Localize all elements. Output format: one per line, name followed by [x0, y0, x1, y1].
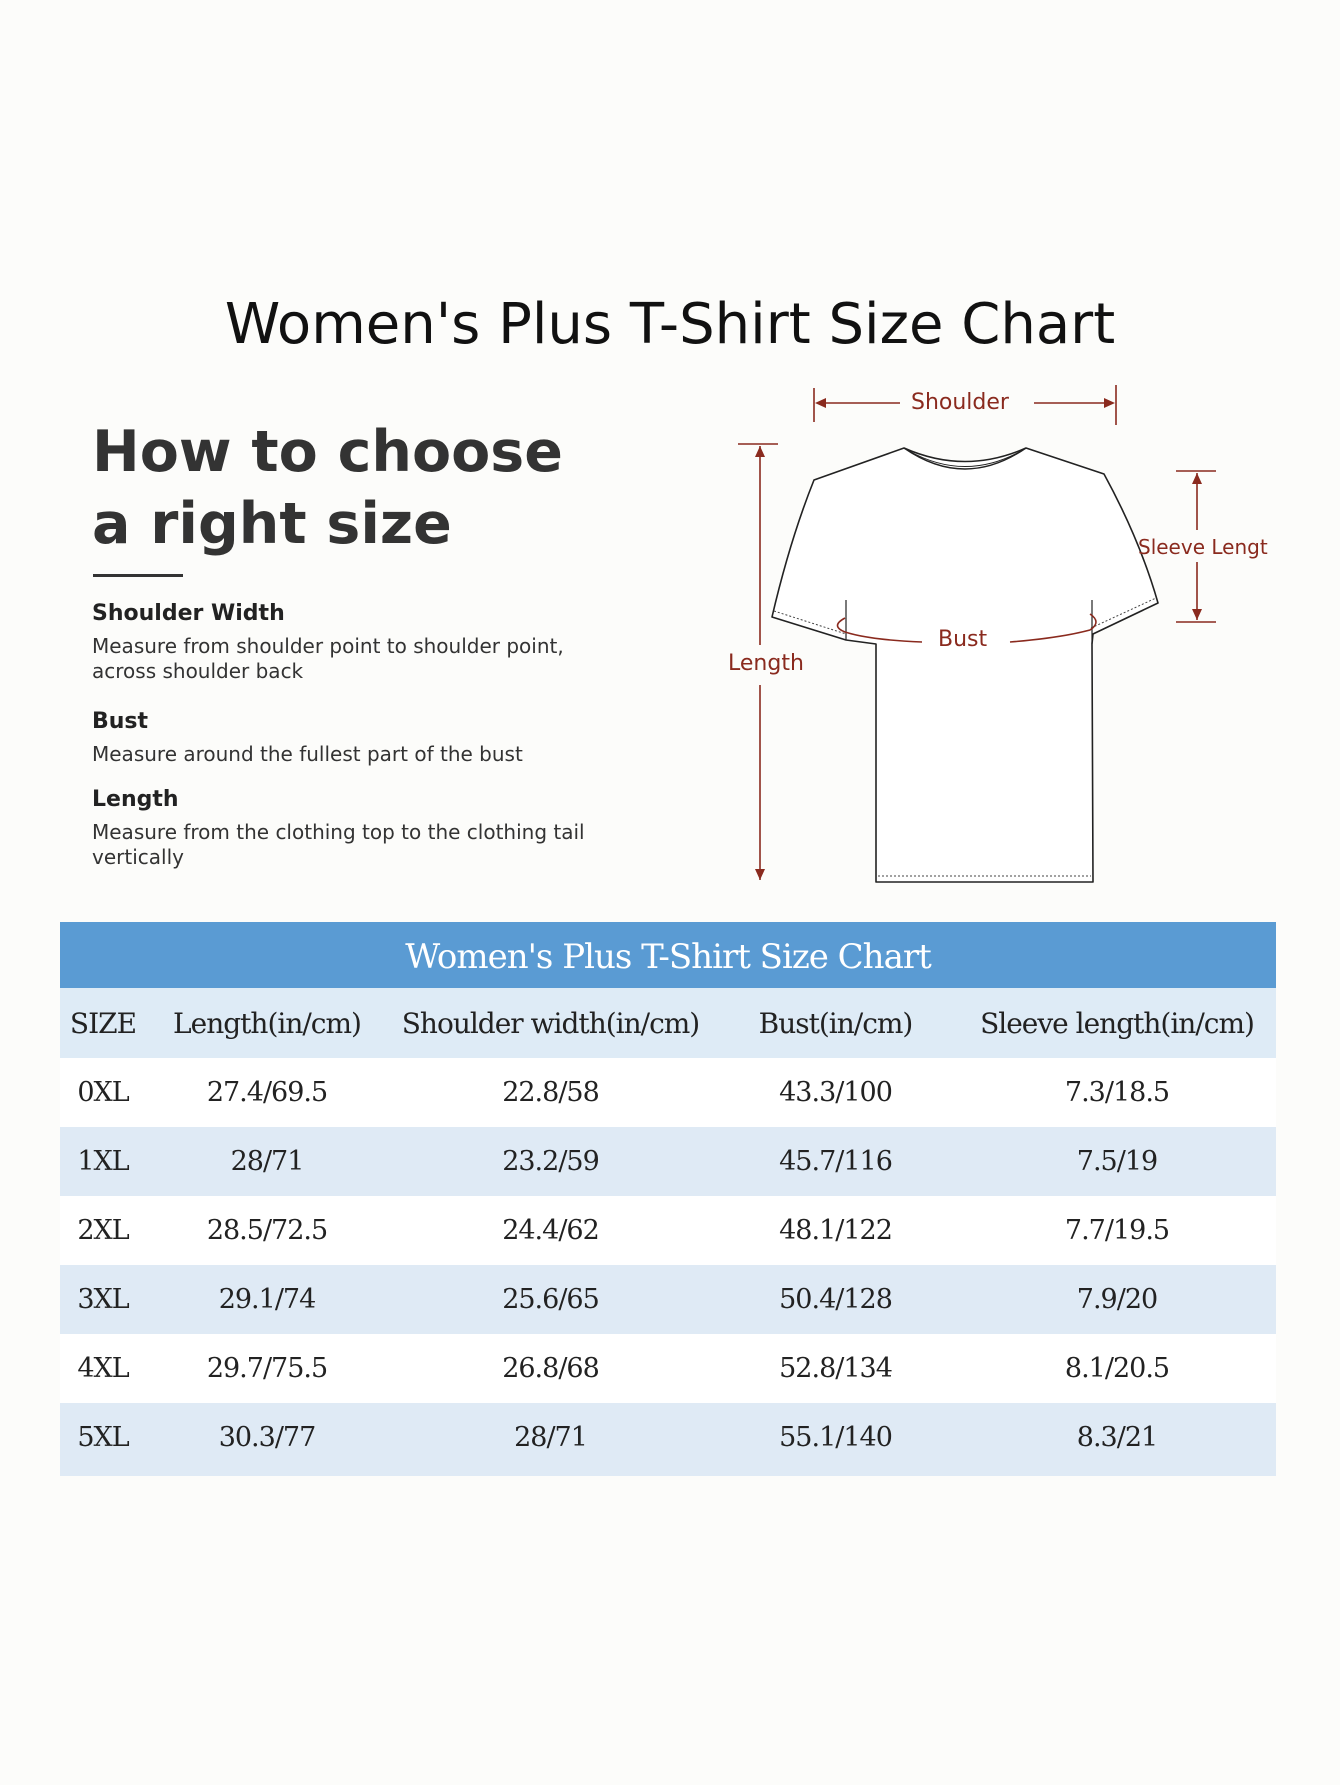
guide-item-title: Length — [92, 787, 179, 812]
column-header-bust: Bust(in/cm) — [713, 988, 958, 1058]
cell-sleeve: 7.3/18.5 — [958, 1058, 1276, 1127]
cell-size: 0XL — [60, 1058, 146, 1127]
cell-sleeve: 8.3/21 — [958, 1403, 1276, 1472]
guide-item-desc-line-2: across shoulder back — [92, 659, 304, 683]
guide-item-desc-line-2: vertically — [92, 845, 184, 869]
cell-sleeve: 7.9/20 — [958, 1265, 1276, 1334]
cell-length: 27.4/69.5 — [146, 1058, 388, 1127]
cell-sleeve: 7.7/19.5 — [958, 1196, 1276, 1265]
table-title: Women's Plus T-Shirt Size Chart — [60, 922, 1276, 988]
cell-bust: 50.4/128 — [713, 1265, 958, 1334]
guide-item-desc-line-1: Measure around the fullest part of the bust — [92, 742, 523, 766]
sleeve-length-label: Sleeve Lengt — [1138, 535, 1268, 559]
cell-length: 29.1/74 — [146, 1265, 388, 1334]
cell-shoulder: 23.2/59 — [388, 1127, 713, 1196]
cell-size: 2XL — [60, 1196, 146, 1265]
cell-length: 30.3/77 — [146, 1403, 388, 1472]
guide-item-title: Bust — [92, 709, 149, 734]
cell-shoulder: 28/71 — [388, 1403, 713, 1472]
cell-shoulder: 24.4/62 — [388, 1196, 713, 1265]
cell-sleeve: 8.1/20.5 — [958, 1334, 1276, 1403]
length-label: Length — [724, 651, 808, 676]
page-title: Women's Plus T-Shirt Size Chart — [224, 292, 1116, 357]
table-row — [60, 1196, 1276, 1265]
column-header-sleeve: Sleeve length(in/cm) — [958, 988, 1276, 1058]
cell-shoulder: 22.8/58 — [388, 1058, 713, 1127]
table-bottom-edge — [60, 1472, 1276, 1476]
guide-heading-line-1: How to choose — [92, 419, 563, 485]
table-row — [60, 1334, 1276, 1403]
bust-label: Bust — [938, 627, 988, 652]
size-table — [60, 988, 1276, 1472]
table-row — [60, 1127, 1276, 1196]
cell-length: 29.7/75.5 — [146, 1334, 388, 1403]
guide-item-desc-line-1: Measure from the clothing top to the clothing tail — [92, 820, 585, 844]
cell-shoulder: 25.6/65 — [388, 1265, 713, 1334]
cell-length: 28/71 — [146, 1127, 388, 1196]
cell-bust: 55.1/140 — [713, 1403, 958, 1472]
table-row — [60, 1265, 1276, 1334]
column-header-shoulder: Shoulder width(in/cm) — [388, 988, 713, 1058]
cell-bust: 45.7/116 — [713, 1127, 958, 1196]
shoulder-label: Shoulder — [907, 390, 1013, 415]
guide-item-desc-line-1: Measure from shoulder point to shoulder point, — [92, 634, 564, 658]
cell-sleeve: 7.5/19 — [958, 1127, 1276, 1196]
cell-bust: 43.3/100 — [713, 1058, 958, 1127]
cell-bust: 48.1/122 — [713, 1196, 958, 1265]
table-row — [60, 1058, 1276, 1127]
table-header-row — [60, 988, 1276, 1058]
guide-heading-line-2: a right size — [92, 491, 452, 557]
column-header-length: Length(in/cm) — [146, 988, 388, 1058]
column-header-size: SIZE — [60, 988, 146, 1058]
cell-size: 5XL — [60, 1403, 146, 1472]
size-chart-table — [60, 922, 1276, 1476]
cell-size: 1XL — [60, 1127, 146, 1196]
cell-shoulder: 26.8/68 — [388, 1334, 713, 1403]
cell-size: 3XL — [60, 1265, 146, 1334]
cell-size: 4XL — [60, 1334, 146, 1403]
guide-item-title: Shoulder Width — [92, 601, 285, 626]
table-row — [60, 1403, 1276, 1472]
cell-length: 28.5/72.5 — [146, 1196, 388, 1265]
cell-bust: 52.8/134 — [713, 1334, 958, 1403]
